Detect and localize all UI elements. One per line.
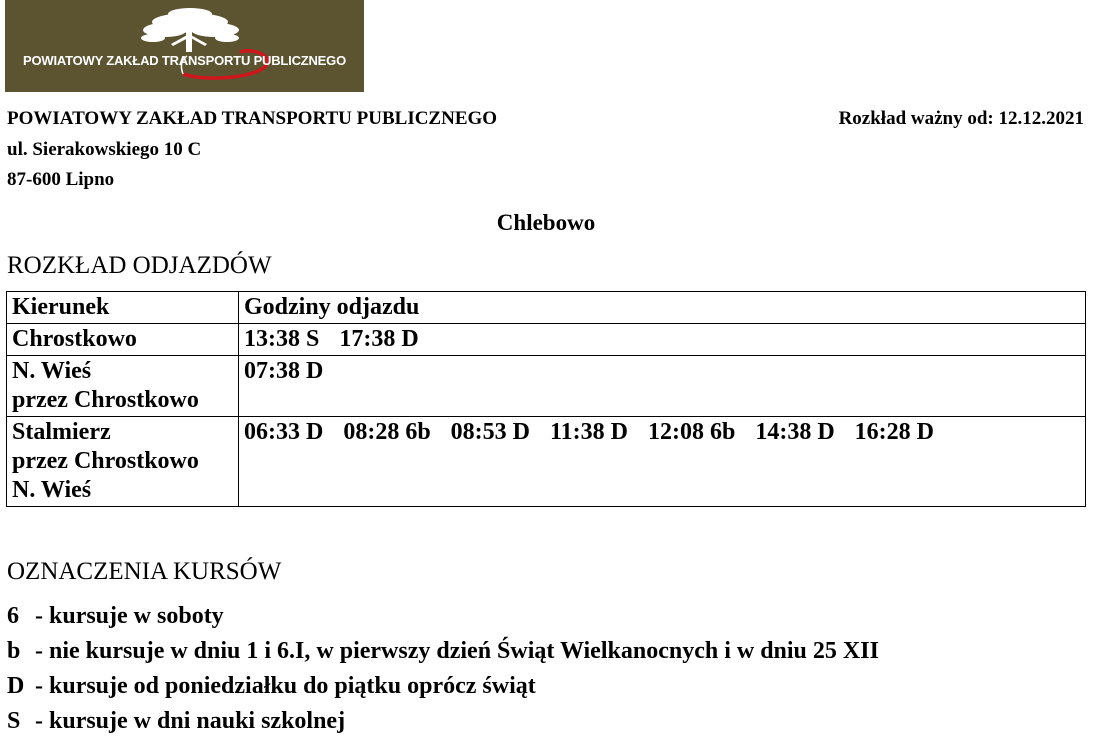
departure-time: 14:38 D: [755, 419, 835, 445]
direction-cell: [7, 417, 239, 507]
departure-time: 16:28 D: [854, 419, 934, 445]
departure-time: 11:38 D: [550, 419, 628, 445]
departure-time: 07:38 D: [244, 358, 324, 384]
direction-cell: [7, 324, 239, 356]
direction-line: przez Chrostkowo: [12, 387, 199, 413]
times-cell: [239, 417, 1086, 507]
legend-text: - kursuje od poniedziałku do piątku oprócz świąt: [35, 673, 536, 699]
departure-time: 13:38 S: [244, 326, 320, 352]
departure-time: 12:08 6b: [648, 419, 736, 445]
legend-symbol: D: [7, 673, 25, 699]
direction-line: przez Chrostkowo: [12, 448, 199, 474]
legend-symbol: b: [7, 638, 21, 664]
table-row: [7, 417, 1086, 507]
company-name: POWIATOWY ZAKŁAD TRANSPORTU PUBLICZNEGO: [7, 108, 498, 129]
table-header-row: [7, 292, 1086, 324]
company-street: ul. Sierakowskiego 10 C: [7, 139, 202, 160]
direction-line: Chrostkowo: [12, 326, 137, 352]
legend-item: [7, 669, 879, 704]
company-city: 87-600 Lipno: [7, 169, 115, 190]
direction-line: N. Wieś: [12, 477, 92, 503]
legend-symbol: 6: [7, 603, 19, 629]
legend-item: [7, 599, 879, 634]
departure-time: 17:38 D: [339, 326, 419, 352]
departure-time: 08:28 6b: [343, 419, 431, 445]
times-cell: [239, 356, 1086, 417]
company-logo: [5, 0, 364, 92]
table-row: [7, 356, 1086, 417]
legend-symbol: S: [7, 708, 21, 734]
tree-icon: [5, 0, 364, 92]
stop-name: Chlebowo: [496, 210, 596, 235]
timetable: [6, 291, 1086, 507]
times-cell: [239, 324, 1086, 356]
legend-item: [7, 634, 879, 669]
table-row: [7, 324, 1086, 356]
header-times: Godziny odjazdu: [239, 292, 1086, 324]
legend-text: - kursuje w dni nauki szkolnej: [35, 708, 346, 734]
legend-text: - kursuje w soboty: [35, 603, 224, 629]
departures-title: ROZKŁAD ODJAZDÓW: [7, 252, 272, 279]
legend-item: [7, 704, 879, 739]
valid-from: Rozkład ważny od: 12.12.2021: [838, 108, 1084, 129]
legend-list: [7, 599, 879, 739]
header-direction: Kierunek: [7, 292, 239, 324]
direction-line: N. Wieś: [12, 358, 92, 384]
direction-line: Stalmierz: [12, 419, 111, 445]
logo-wordmark: POWIATOWY ZAKŁAD TRANSPORTU PUBLICZNEGO: [23, 53, 346, 68]
direction-cell: [7, 356, 239, 417]
legend-title: OZNACZENIA KURSÓW: [7, 558, 282, 585]
legend-text: - nie kursuje w dniu 1 i 6.I, w pierwszy dzień Świąt Wielkanocnych i w dniu 25 XII: [35, 638, 879, 664]
departure-time: 08:53 D: [450, 419, 530, 445]
departure-time: 06:33 D: [244, 419, 324, 445]
